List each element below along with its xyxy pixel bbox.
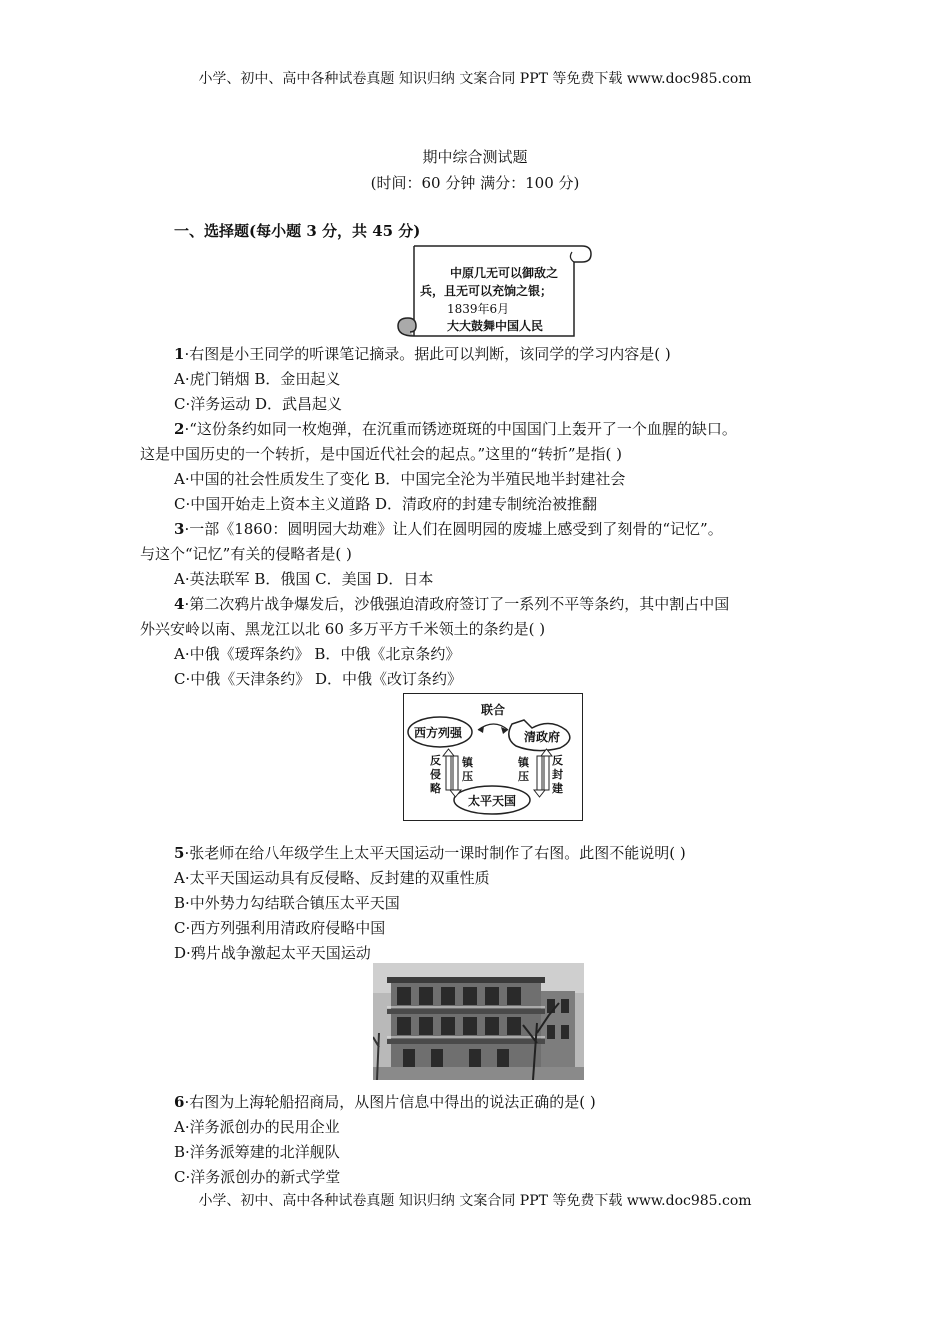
section-heading: 一、选择题(每小题 3 分，共 45 分) (174, 222, 421, 240)
q1-stem-1 (174, 343, 671, 365)
q2-option-cd: C·中国开始走上资本主义道路 D．清政府的封建专制统治被推翻 (174, 495, 598, 513)
label-unite: 联合 (481, 703, 506, 717)
node-western-powers: 西方列强 (414, 726, 463, 740)
scroll-line-3: 1839年6月 (447, 302, 510, 316)
q5-option-d: D·鸦片战争激起太平天国运动 (174, 944, 371, 962)
q1-option-ab: A·虎门销烟 B．金田起义 (174, 370, 341, 388)
q4-stem-2: 外兴安岭以南、黑龙江以北 60 多万平方千米领土的条约是( ) (140, 620, 546, 638)
q6-option-c: C·洋务派创办的新式学堂 (174, 1168, 341, 1186)
q6-stem-1 (174, 1091, 596, 1113)
label-suppress-left: 镇压 (462, 756, 473, 783)
q6-number: 6 (174, 1093, 185, 1111)
exam-subtitle: (时间：60 分钟 满分：100 分) (370, 174, 580, 192)
q5-stem-1 (174, 842, 686, 864)
page-header: 小学、初中、高中各种试卷真题 知识归纳 文案合同 PPT 等免费下载 www.doc985.com (198, 71, 752, 87)
q3-number: 3 (174, 520, 185, 538)
scroll-line-4: 大大鼓舞中国人民 (447, 319, 544, 333)
building-illustration (373, 963, 584, 1080)
label-anti-feudal: 反封建 (552, 754, 563, 795)
q1-number: 1 (174, 345, 185, 363)
q5-option-a: A·太平天国运动具有反侵略、反封建的双重性质 (174, 869, 490, 887)
q3-options: A·英法联军 B．俄国 C．美国 D．日本 (174, 570, 434, 588)
q6-option-a: A·洋务派创办的民用企业 (174, 1118, 340, 1136)
q1-option-cd: C·洋务运动 D．武昌起义 (174, 395, 343, 413)
q5-option-b: B·中外势力勾结联合镇压太平天国 (174, 894, 400, 912)
exam-title: 期中综合测试题 (422, 148, 528, 166)
q2-stem-1 (174, 418, 737, 440)
q4-option-ab: A·中俄《瑷珲条约》 B．中俄《北京条约》 (174, 645, 461, 663)
q1-stem-text: ·右图是小王同学的听课笔记摘录。据此可以判断，该同学的学习内容是( ) (184, 345, 671, 363)
q4-option-cd: C·中俄《天津条约》 D．中俄《改订条约》 (174, 670, 463, 688)
label-suppress-right: 镇压 (518, 756, 529, 783)
scroll-line-2: 兵，且无可以充饷之银； (420, 284, 553, 298)
merchants-building-photo (373, 963, 584, 1080)
scroll-note-figure (392, 240, 592, 340)
q3-stem-2: 与这个“记忆”有关的侵略者是( ) (140, 545, 352, 563)
relationship-diagram (403, 693, 583, 821)
node-qing-government: 清政府 (524, 730, 561, 744)
q5-stem-text: ·张老师在给八年级学生上太平天国运动一课时制作了右图。此图不能说明( ) (184, 844, 686, 862)
q6-option-b: B·洋务派筹建的北洋舰队 (174, 1143, 340, 1161)
q2-stem-text-1: ·“这份条约如同一枚炮弹，在沉重而锈迹斑斑的中国国门上轰开了一个血腥的缺口。 (184, 420, 737, 438)
q2-number: 2 (174, 420, 185, 438)
label-anti-aggression: 反侵略 (430, 754, 441, 795)
node-taiping: 太平天国 (468, 794, 517, 808)
q5-number: 5 (174, 844, 185, 862)
q4-stem-text-1: ·第二次鸦片战争爆发后，沙俄强迫清政府签订了一系列不平等条约，其中割占中国 (184, 595, 730, 613)
q3-stem-1 (174, 518, 723, 540)
q2-stem-2: 这是中国历史的一个转折，是中国近代社会的起点。”这里的“转折”是指( ) (140, 445, 622, 463)
q3-stem-text-1: ·一部《1860：圆明园大劫难》让人们在圆明园的废墟上感受到了刻骨的“记忆”。 (184, 520, 723, 538)
q5-option-c: C·西方列强利用清政府侵略中国 (174, 919, 386, 937)
page-footer: 小学、初中、高中各种试卷真题 知识归纳 文案合同 PPT 等免费下载 www.doc985.com (198, 1193, 752, 1209)
q2-option-ab: A·中国的社会性质发生了变化 B．中国完全沦为半殖民地半封建社会 (174, 470, 626, 488)
q4-number: 4 (174, 595, 185, 613)
q4-stem-1 (174, 593, 729, 615)
scroll-line-1: 中原几无可以御敌之 (450, 266, 559, 280)
q6-stem-text: ·右图为上海轮船招商局，从图片信息中得出的说法正确的是( ) (184, 1093, 596, 1111)
